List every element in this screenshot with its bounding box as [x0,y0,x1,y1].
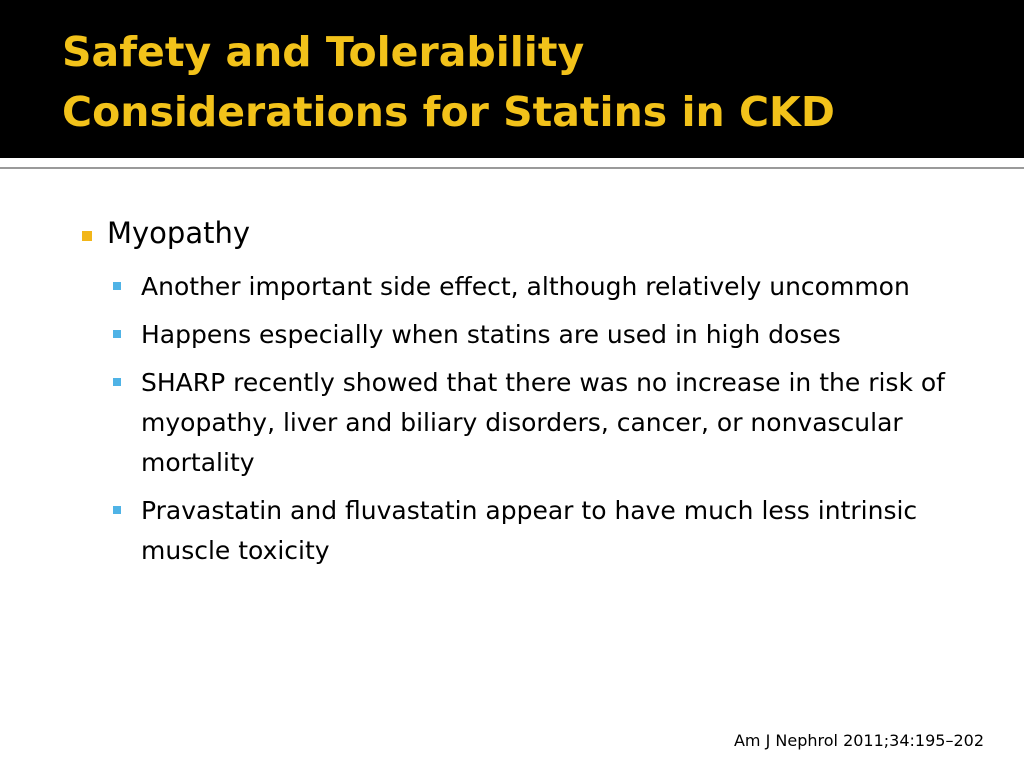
slide-content [0,169,1024,768]
small-square-bullet-icon [113,330,121,338]
sub-bullet-item [0,315,1024,355]
sub-bullet-list [0,267,1024,579]
sub-bullet-text: Happens especially when statins are used in high doses [141,320,841,349]
sub-bullet-text: SHARP recently showed that there was no increase in the risk of myopathy, liver and biliary disorders, cancer, or nonvascular mortality [141,368,945,477]
citation: Am J Nephrol 2011;34:195–202 [733,731,984,750]
sub-bullet-text: Another important side effect, although relatively uncommon [141,272,910,301]
title-line-1: Safety and Tolerability [62,28,585,76]
slide-title [62,22,1002,142]
small-square-bullet-icon [113,506,121,514]
sub-bullet-item [0,363,1024,483]
small-square-bullet-icon [113,378,121,386]
title-bar [0,0,1024,158]
sub-bullet-item [0,491,1024,571]
sub-bullet-item [0,267,1024,307]
bullet-text: Myopathy [107,216,251,250]
square-bullet-icon [82,231,92,241]
sub-bullet-text: Pravastatin and fluvastatin appear to have much less intrinsic muscle toxicity [141,496,918,565]
title-line-2: Considerations for Statins in CKD [62,88,835,136]
small-square-bullet-icon [113,282,121,290]
